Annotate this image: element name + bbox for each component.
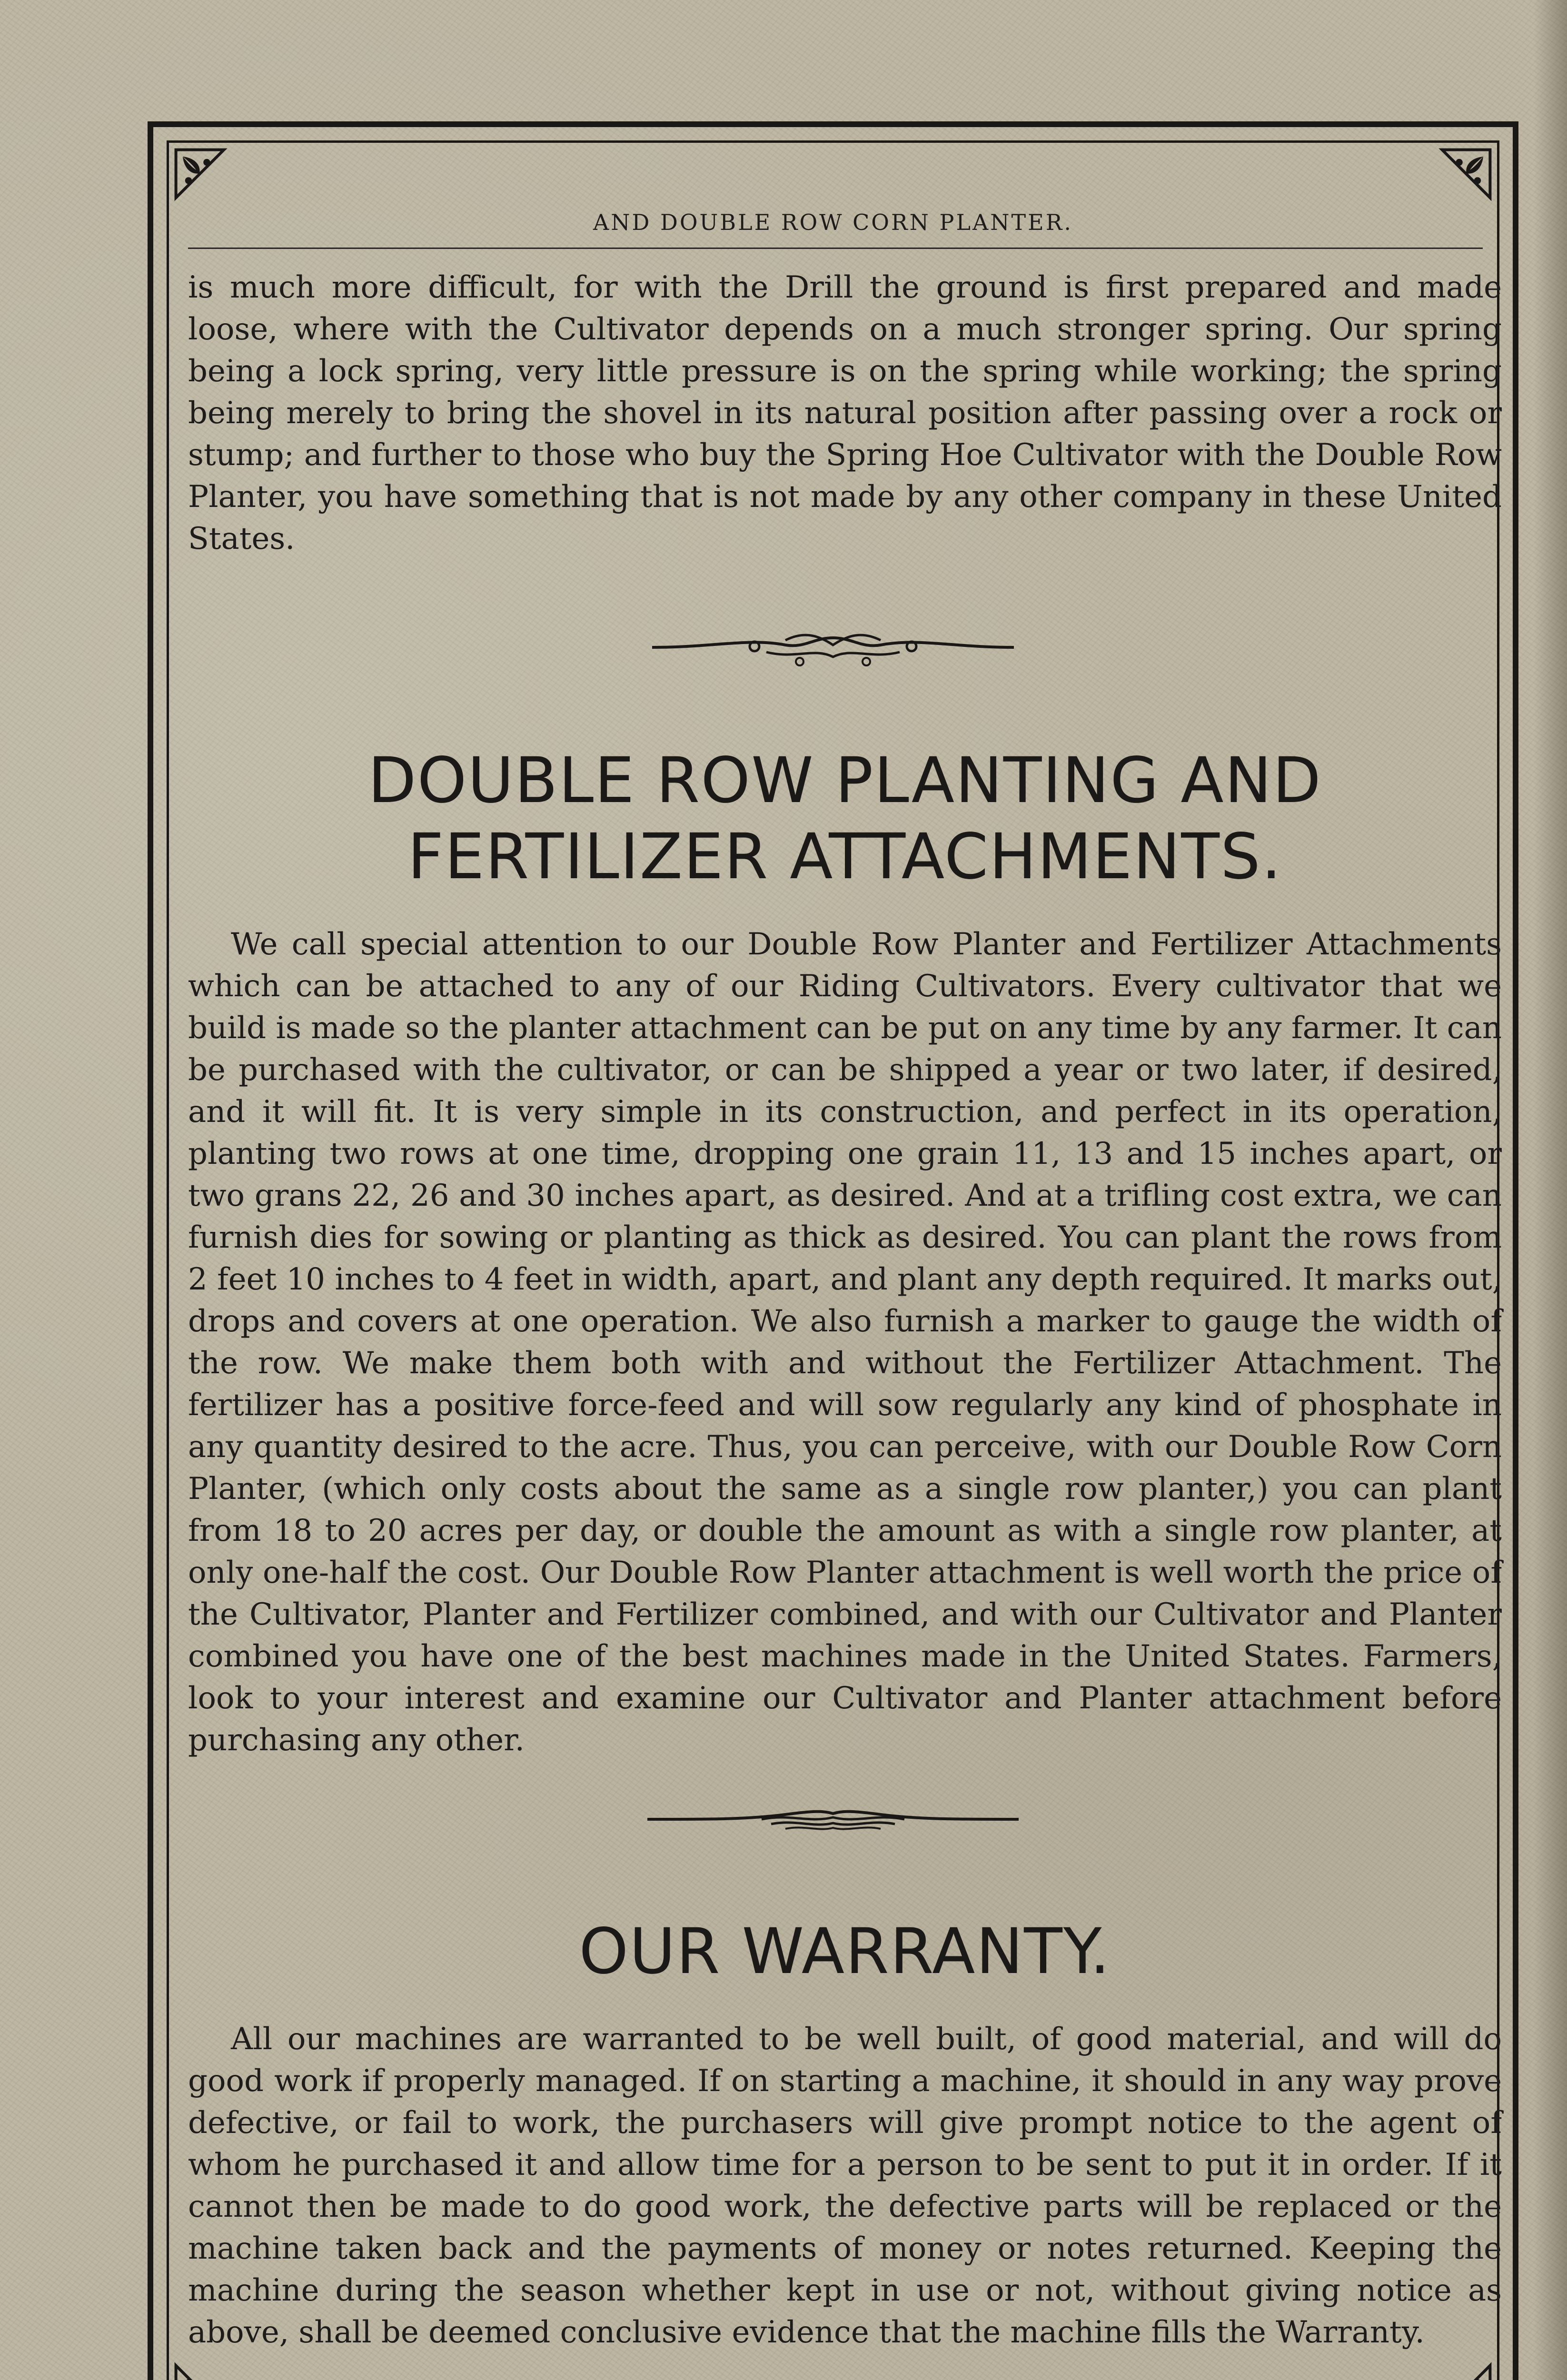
corner-ornament-icon — [1438, 145, 1495, 202]
flourish-divider-icon — [643, 619, 1023, 676]
section-heading-planting: DOUBLE ROW PLANTING AND FERTILIZER ATTACHMENTS. — [367, 744, 1322, 893]
intro-block — [188, 267, 1502, 560]
warranty-section — [188, 2018, 1502, 2353]
warranty-paragraph: All our machines are warranted to be well built, of good material, and will do good work if properly managed. If on starting a machine, it should in any way prove defective, or fail to work, the purchasers will give prompt notice to the agent of whom he purchased it and allow time for a person to be sent to put it in order. If it cannot then be made to do good work, the defective parts will be replaced or the machine taken back and the payments of money or notes returned. Keeping the machine during the season whether kept in use or not, without giving notice as above, shall be deemed conclusive evidence that the machine fills the Warranty. — [188, 2022, 1502, 2350]
corner-ornament-icon — [1438, 2361, 1495, 2380]
page-edge-shadow — [1534, 0, 1567, 2380]
corner-ornament-icon — [171, 145, 228, 202]
corner-ornament-icon — [171, 2361, 228, 2380]
running-head: AND DOUBLE ROW CORN PLANTER. — [593, 209, 1073, 235]
intro-paragraph: is much more difficult, for with the Drill the ground is first prepared and made loose, where with the Cultivator depends on a much stronger spring. Our spring being a lock spring, very little pressure is on the spring while working; the spring being merely to bring the shovel in its natural position after passing over a rock or stump; and further to those who buy the Spring Hoe Cultivator with the Double Row Planter, you have something that is not made by any other company in these United States. — [188, 270, 1502, 556]
running-head-rule — [188, 248, 1483, 249]
planting-paragraph: We call special attention to our Double Row Planter and Fertilizer Attachments which can be attached to any of our Riding Cultivators. Every cultivator that we build is made so the planter attachment can be put on any time by any farmer. It can be purchased with the cultivator, or can be shipped a year or two later, if desired, and it will fit. It is very simple in its construction, and perfect in its operation, planting two rows at one time, dropping one grain 11, 13 and 15 inches apart, or two grans 22, 26 and 30 inches apart, as desired. And at a trifling cost extra, we can furnish dies for sowing or planting as thick as desired. You can plant the rows from 2 feet 10 inches to 4 feet in width, apart, and plant any depth required. It marks out, drops and covers at one operation. We also furnish a marker to gauge the width of the row. We make them both with and without the Fertilizer Attachment. The fertilizer has a positive force-feed and will sow regularly any kind of phosphate in any quantity desired to the acre. Thus, you can perceive, with our Double Row Corn Planter, (which only costs about the same as a single row planter,) you can plant from 18 to 20 acres per day, or double the amount as with a single row planter, at only one-half the cost. Our Double Row Planter attachment is well worth the price of the Cultivator, Planter and Fertilizer combined, and with our Cultivator and Planter combined you have one of the best machines made in the United States. Farmers, look to your interest and examine our Cultivator and Planter attachment before purchasing any other. — [188, 927, 1502, 1758]
section-heading-warranty: OUR WARRANTY. — [579, 1915, 1111, 1988]
wave-divider-icon — [643, 1790, 1023, 1847]
planting-section — [188, 923, 1502, 1761]
